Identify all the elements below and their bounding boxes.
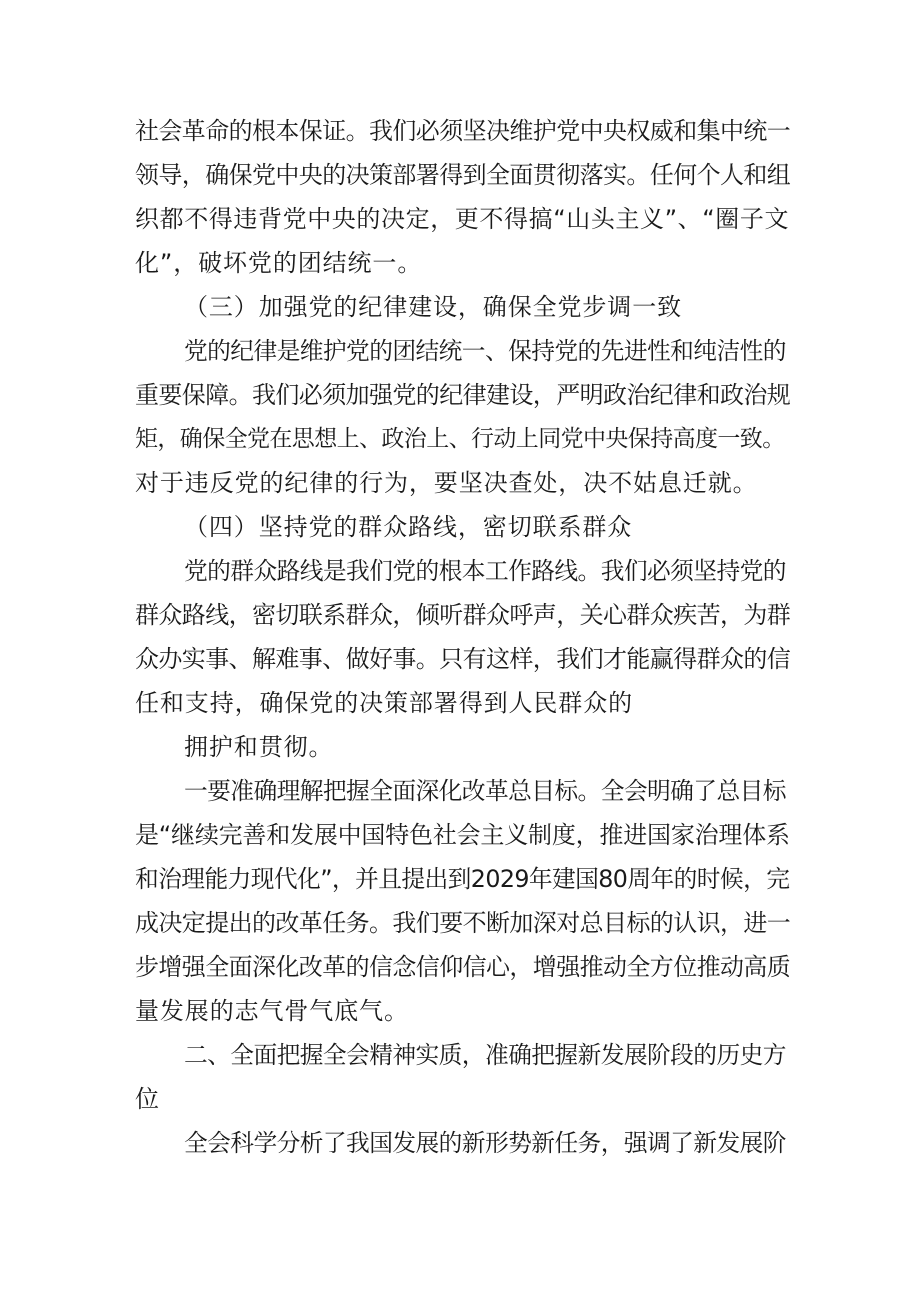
- section-heading-3: （三）加强党的纪律建设，确保全党步调一致: [184, 293, 682, 321]
- text-line-2: 领导，确保党中央的决策部署得到全面贯彻落实。任何个人和组: [135, 161, 791, 189]
- text-line-7: 重要保障。我们必须加强党的纪律建设，严明政治纪律和政治规: [135, 381, 791, 409]
- text-line-9: 对于违反党的纪律的行为，要坚决查处，决不姑息迁就。: [135, 469, 758, 497]
- text-line-14: 任和支持，确保党的决策部署得到人民群众的: [135, 689, 633, 717]
- text-line-13: 众办实事、解难事、做好事。只有这样，我们才能赢得群众的信: [135, 645, 791, 673]
- text-line-4: 化”，破坏党的团结统一。: [135, 249, 423, 277]
- section-heading-4: （四）坚持党的群众路线，密切联系群众: [184, 513, 633, 541]
- text-line-3: 织都不得违背党中央的决定，更不得搞“山头主义”、“圈子文: [135, 205, 790, 233]
- text-line-20: 步增强全面深化改革的信念信仰信心，增强推动全方位推动高质: [135, 953, 791, 981]
- text-line-24: 全会科学分析了我国发展的新形势新任务，强调了新发展阶: [184, 1129, 786, 1157]
- text-line-8: 矩，确保全党在思想上、政治上、行动上同党中央保持高度一致。: [135, 426, 785, 452]
- text-line-17: 是“继续完善和发展中国特色社会主义制度，推进国家治理体系: [135, 821, 790, 849]
- text-line-6: 党的纪律是维护党的团结统一、保持党的先进性和纯洁性的: [184, 337, 786, 365]
- text-line-1: 社会革命的根本保证。我们必须坚决维护党中央权威和集中统一: [135, 117, 791, 145]
- text-line-12: 群众路线，密切联系群众，倾听群众呼声，关心群众疾苦，为群: [135, 601, 791, 629]
- text-line-18: 和治理能力现代化”，并且提出到2029年建国80周年的时候，完: [135, 865, 790, 893]
- text-line-23: 位: [135, 1085, 160, 1113]
- text-line-16: 一要准确理解把握全面深化改革总目标。全会明确了总目标: [184, 777, 786, 805]
- text-line-21: 量发展的志气骨气底气。: [135, 997, 409, 1025]
- section-heading-2: 二、全面把握全会精神实质，准确把握新发展阶段的历史方: [184, 1041, 786, 1069]
- text-line-19: 成决定提出的改革任务。我们要不断加深对总目标的认识，进一: [135, 909, 791, 937]
- text-line-11: 党的群众路线是我们党的根本工作路线。我们必须坚持党的: [184, 557, 786, 585]
- text-line-15: 拥护和贯彻。: [184, 733, 334, 761]
